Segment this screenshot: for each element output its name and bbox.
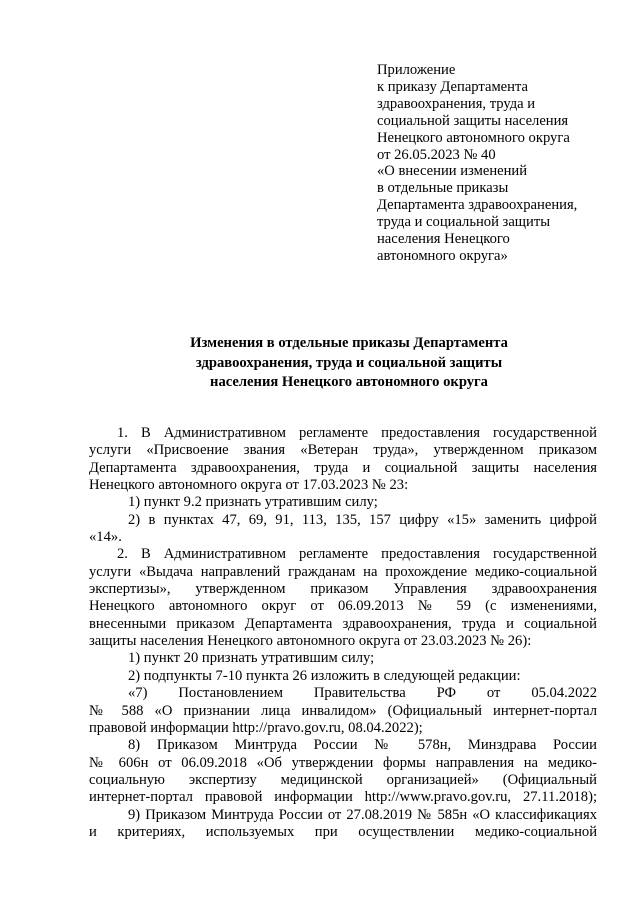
appendix-line: Департамента здравоохранения, [377, 197, 578, 214]
body-line: внесенными приказом Департамента здравоохранения, труда и социальной [89, 615, 597, 632]
body-line: правовой информации http://pravo.gov.ru, 08.04.2022); [89, 719, 423, 736]
body-line: 2. В Административном регламенте предоставления государственной [117, 546, 597, 563]
appendix-line: в отдельные приказы [377, 180, 509, 197]
body-line: 2) подпункты 7-10 пункта 26 изложить в следующей редакции: [128, 667, 521, 684]
appendix-line: труда и социальной защиты [377, 214, 551, 231]
appendix-header [377, 62, 617, 265]
body-line: № 588 «О признании лица инвалидом» (Официальный интернет-портал [89, 702, 597, 719]
appendix-line: от 26.05.2023 № 40 [377, 146, 496, 163]
appendix-line: здравоохранения, труда и [377, 95, 536, 112]
body-line: услуги «Присвоение звания «Ветеран труда», утвержденном приказом [89, 442, 597, 459]
appendix-line: Приложение [377, 62, 456, 78]
title-line: здравоохранения, труда и социальной защиты [195, 354, 503, 371]
body-line: «7) Постановлением Правительства РФ от 05.04.2022 [128, 685, 597, 702]
body-line: Ненецкого автономного округ от 06.09.2013 № 59 (с изменениями, [89, 598, 597, 615]
body-line: 1. В Административном регламенте предоставления государственной [117, 425, 597, 441]
body-line: № 606н от 06.09.2018 «Об утверждении формы направления на медико- [89, 754, 597, 771]
document-body [89, 425, 597, 841]
body-line: защиты населения Ненецкого автономного округа от 23.03.2023 № 26): [89, 633, 532, 650]
body-line: 9) Приказом Минтруда России от 27.08.2019 № 585н «О классификациях [128, 806, 597, 823]
appendix-line: Ненецкого автономного округа [377, 129, 570, 146]
title-line: Изменения в отдельные приказы Департамента [190, 335, 508, 351]
body-line: «14». [89, 529, 122, 546]
body-line: Департамента здравоохранения, труда и социальной защиты населения [89, 459, 597, 476]
appendix-line: населения Ненецкого [377, 231, 510, 248]
body-line: интернет-портал правовой информации http://www.pravo.gov.ru, 27.11.2018); [89, 789, 597, 806]
body-line: услуги «Выдача направлений гражданам на прохождение медико-социальной [89, 563, 597, 580]
body-line: 1) пункт 9.2 признать утратившим силу; [128, 494, 378, 511]
body-line: экспертизы», утвержденном приказом Управления здравоохранения [89, 581, 597, 598]
body-line: 8) Приказом Минтруда России № 578н, Минздрава России [128, 737, 597, 754]
title-line: населения Ненецкого автономного округа [210, 374, 488, 390]
body-line: 1) пункт 20 признать утратившим силу; [128, 650, 375, 667]
appendix-line: социальной защиты населения [377, 112, 569, 129]
document-title [100, 334, 598, 393]
appendix-line: к приказу Департамента [377, 78, 528, 95]
body-line: социальную экспертизу медицинской организацией» (Официальный [89, 771, 597, 788]
body-line: 2) в пунктах 47, 69, 91, 113, 135, 157 цифру «15» заменить цифрой [128, 511, 597, 528]
appendix-line: «О внесении изменений [377, 163, 528, 180]
appendix-line: автономного округа» [377, 247, 508, 264]
body-line: и критериях, используемых при осуществлении медико-социальной [89, 823, 597, 840]
body-line: Ненецкого автономного округа от 17.03.2023 № 23: [89, 477, 409, 494]
